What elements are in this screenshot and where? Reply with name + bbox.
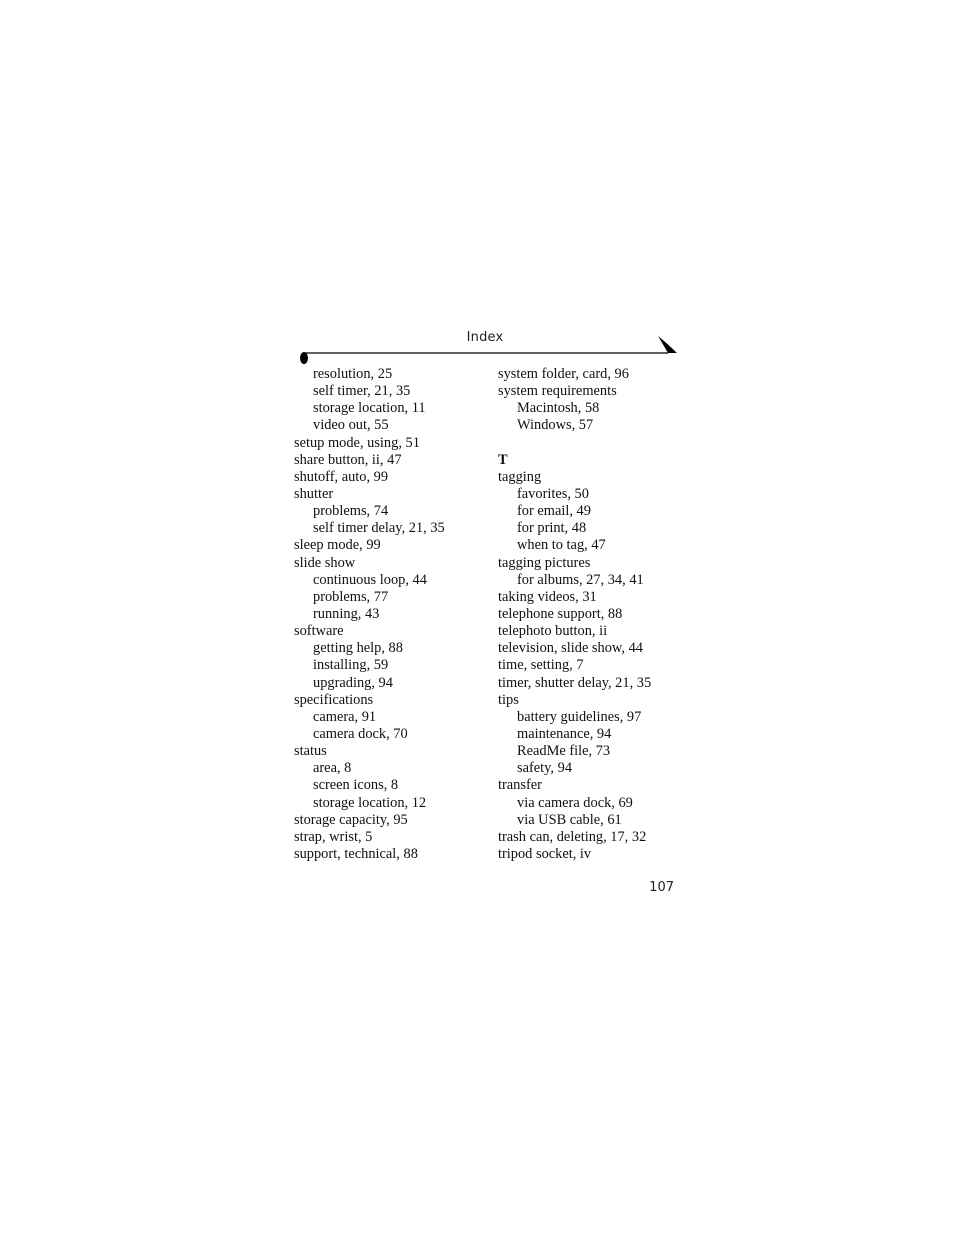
index-subentry: ReadMe file, 73 — [517, 743, 611, 760]
index-entry: transfer — [498, 777, 542, 794]
index-entry: tripod socket, iv — [498, 845, 592, 862]
index-subentry: for email, 49 — [517, 503, 591, 520]
index-subentry: area, 8 — [313, 760, 352, 777]
header-rule-arrow-icon — [296, 334, 680, 366]
index-subentry: battery guidelines, 97 — [517, 708, 642, 725]
index-subentry: video out, 55 — [313, 417, 389, 434]
rule-arrowhead — [658, 336, 677, 353]
index-subentry: when to tag, 47 — [517, 537, 606, 554]
index-subentry: continuous loop, 44 — [313, 571, 427, 588]
page-number: 107 — [649, 880, 674, 895]
index-subentry: storage location, 12 — [313, 794, 427, 811]
index-subentry: for print, 48 — [517, 520, 587, 537]
index-entry: shutoff, auto, 99 — [294, 468, 389, 485]
index-entry: share button, ii, 47 — [294, 451, 402, 468]
index-entry: status — [294, 743, 327, 760]
index-subentry: safety, 94 — [517, 760, 573, 777]
index-subentry: storage location, 11 — [313, 400, 426, 417]
index-subentry: maintenance, 94 — [517, 725, 612, 742]
index-entry: tagging — [498, 468, 542, 485]
index-subentry: installing, 59 — [313, 657, 389, 674]
index-entry: support, technical, 88 — [294, 845, 418, 862]
index-column-right — [498, 366, 688, 863]
index-entry: telephone support, 88 — [498, 605, 623, 622]
index-entry: trash can, deleting, 17, 32 — [498, 828, 647, 845]
index-subentry: Windows, 57 — [517, 417, 594, 434]
index-entry: strap, wrist, 5 — [294, 828, 373, 845]
index-subentry: camera dock, 70 — [313, 725, 408, 742]
index-subentry: Macintosh, 58 — [517, 400, 600, 417]
index-subentry: upgrading, 94 — [313, 674, 393, 691]
index-entry: setup mode, using, 51 — [294, 434, 420, 451]
index-entry: taking videos, 31 — [498, 588, 597, 605]
index-column-left — [294, 366, 484, 863]
index-subentry: resolution, 25 — [313, 366, 393, 382]
index-entry: tips — [498, 691, 519, 708]
index-subentry: favorites, 50 — [517, 485, 589, 502]
index-entry: specifications — [294, 691, 374, 708]
index-subentry: self timer, 21, 35 — [313, 383, 411, 400]
index-entry: shutter — [294, 485, 334, 502]
index-entry: slide show — [294, 554, 356, 571]
index-subentry: via USB cable, 61 — [517, 811, 622, 828]
index-subentry: screen icons, 8 — [313, 777, 399, 794]
index-subentry: camera, 91 — [313, 708, 377, 725]
index-subentry: self timer delay, 21, 35 — [313, 520, 445, 537]
index-subentry: problems, 77 — [313, 588, 389, 605]
index-subentry: via camera dock, 69 — [517, 794, 633, 811]
rule-start-dot — [300, 352, 308, 364]
index-entry: system requirements — [498, 383, 617, 400]
index-entry: time, setting, 7 — [498, 657, 584, 674]
index-subentry: running, 43 — [313, 605, 380, 622]
index-entry: telephoto button, ii — [498, 623, 608, 640]
index-subentry: getting help, 88 — [313, 640, 403, 657]
running-head: Index — [466, 330, 504, 345]
index-subentry: for albums, 27, 34, 41 — [517, 571, 644, 588]
index-entry: software — [294, 623, 344, 640]
index-subentry: problems, 74 — [313, 503, 389, 520]
index-entry: timer, shutter delay, 21, 35 — [498, 674, 652, 691]
index-entry: sleep mode, 99 — [294, 537, 381, 554]
index-entry: tagging pictures — [498, 554, 591, 571]
index-letter-heading: T — [498, 451, 508, 468]
index-entry: storage capacity, 95 — [294, 811, 408, 828]
index-entry: television, slide show, 44 — [498, 640, 643, 657]
index-spacer — [498, 435, 688, 452]
index-entry: system folder, card, 96 — [498, 366, 629, 382]
